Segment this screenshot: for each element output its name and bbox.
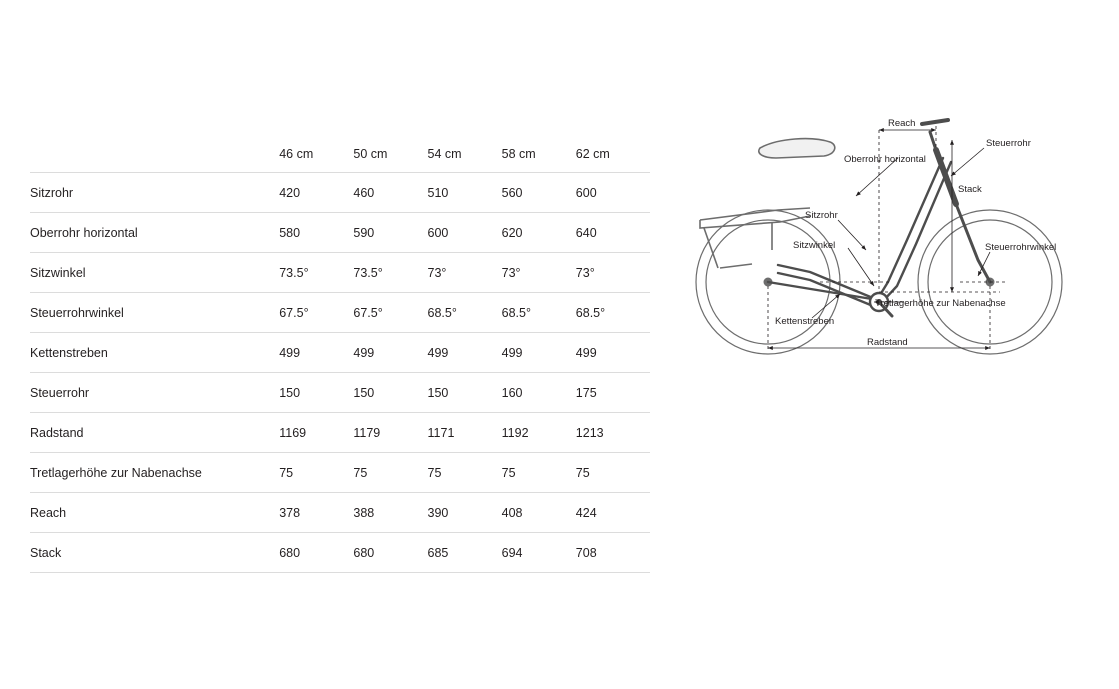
cell-value: 408 xyxy=(501,505,523,520)
cell-value: 68.5° xyxy=(575,305,606,320)
cell-value: 680 xyxy=(353,545,375,560)
table-header-row xyxy=(30,135,650,173)
geometry-table xyxy=(30,135,650,573)
diagram-label-tretlagerhoehe: Tretlagerhöhe zur Nabenachse xyxy=(875,298,1006,309)
cell-value: 73° xyxy=(575,265,595,280)
cell-value: 75 xyxy=(575,465,590,480)
diagram-label-oberrohr-horizontal: Oberrohr horizontal xyxy=(844,154,926,165)
column-header-size-54: 54 cm xyxy=(427,146,462,161)
diagram-label-steuerrohr: Steuerrohr xyxy=(986,138,1031,149)
cell-value: 75 xyxy=(279,465,294,480)
table-row xyxy=(30,253,650,293)
cell-value: 620 xyxy=(501,225,523,240)
column-header-size-46: 46 cm xyxy=(279,146,314,161)
table-row xyxy=(30,213,650,253)
cell-value: 388 xyxy=(353,505,375,520)
cell-value: 73° xyxy=(501,265,521,280)
diagram-label-steuerrohrwinkel: Steuerrohrwinkel xyxy=(985,242,1057,253)
row-label: Sitzrohr xyxy=(30,185,74,200)
cell-value: 67.5° xyxy=(353,305,383,320)
cell-value: 150 xyxy=(427,385,449,400)
cell-value: 150 xyxy=(353,385,375,400)
row-label: Steuerrohr xyxy=(30,385,90,400)
row-label: Tretlagerhöhe zur Nabenachse xyxy=(30,465,202,480)
row-label: Sitzwinkel xyxy=(30,265,86,280)
cell-value: 175 xyxy=(575,385,597,400)
table-row xyxy=(30,413,650,453)
cell-value: 560 xyxy=(501,185,523,200)
cell-value: 600 xyxy=(427,225,449,240)
table-row xyxy=(30,293,650,333)
bike-geometry-diagram xyxy=(660,100,1100,400)
column-header-size-58: 58 cm xyxy=(501,146,536,161)
cell-value: 424 xyxy=(575,505,597,520)
cell-value: 67.5° xyxy=(279,305,309,320)
cell-value: 1192 xyxy=(501,425,529,440)
cell-value: 600 xyxy=(575,185,597,200)
cell-value: 694 xyxy=(501,545,523,560)
cell-value: 1179 xyxy=(353,425,381,440)
row-label: Stack xyxy=(30,545,62,560)
diagram-label-sitzrohr: Sitzrohr xyxy=(805,210,838,221)
cell-value: 499 xyxy=(501,345,523,360)
diagram-label-kettenstreben: Kettenstreben xyxy=(775,316,835,327)
cell-value: 510 xyxy=(427,185,449,200)
cell-value: 75 xyxy=(353,465,368,480)
cell-value: 420 xyxy=(279,185,301,200)
cell-value: 680 xyxy=(279,545,301,560)
diagram-label-stack: Stack xyxy=(958,184,982,195)
cell-value: 73° xyxy=(427,265,447,280)
cell-value: 499 xyxy=(427,345,449,360)
cell-value: 499 xyxy=(575,345,597,360)
cell-value: 1171 xyxy=(427,425,455,440)
table-header xyxy=(30,135,650,173)
cell-value: 499 xyxy=(353,345,375,360)
column-header-label xyxy=(30,135,279,173)
diagram-label-reach: Reach xyxy=(888,118,916,129)
row-label: Oberrohr horizontal xyxy=(30,225,138,240)
table-row xyxy=(30,373,650,413)
cell-value: 685 xyxy=(427,545,449,560)
cell-value: 499 xyxy=(279,345,301,360)
cell-value: 708 xyxy=(575,545,597,560)
diagram-label-radstand: Radstand xyxy=(867,337,908,348)
table-row xyxy=(30,453,650,493)
diagram-label-sitzwinkel: Sitzwinkel xyxy=(793,240,836,251)
table-body xyxy=(30,173,650,573)
row-label: Reach xyxy=(30,505,67,520)
table-row xyxy=(30,533,650,573)
column-header-size-62: 62 cm xyxy=(575,146,610,161)
cell-value: 68.5° xyxy=(501,305,531,320)
table-row xyxy=(30,333,650,373)
cell-value: 75 xyxy=(501,465,516,480)
cell-value: 68.5° xyxy=(427,305,457,320)
cell-value: 150 xyxy=(279,385,301,400)
row-label: Steuerrohrwinkel xyxy=(30,305,124,320)
table-row xyxy=(30,493,650,533)
cell-value: 378 xyxy=(279,505,301,520)
cell-value: 75 xyxy=(427,465,442,480)
table-row xyxy=(30,173,650,213)
cell-value: 1213 xyxy=(575,425,604,440)
cell-value: 73.5° xyxy=(353,265,383,280)
column-header-size-50: 50 cm xyxy=(353,146,388,161)
cell-value: 390 xyxy=(427,505,449,520)
cell-value: 460 xyxy=(353,185,375,200)
cell-value: 1169 xyxy=(279,425,307,440)
cell-value: 590 xyxy=(353,225,375,240)
cell-value: 160 xyxy=(501,385,523,400)
cell-value: 73.5° xyxy=(279,265,309,280)
cell-value: 640 xyxy=(575,225,597,240)
row-label: Radstand xyxy=(30,425,84,440)
cell-value: 580 xyxy=(279,225,301,240)
row-label: Kettenstreben xyxy=(30,345,108,360)
